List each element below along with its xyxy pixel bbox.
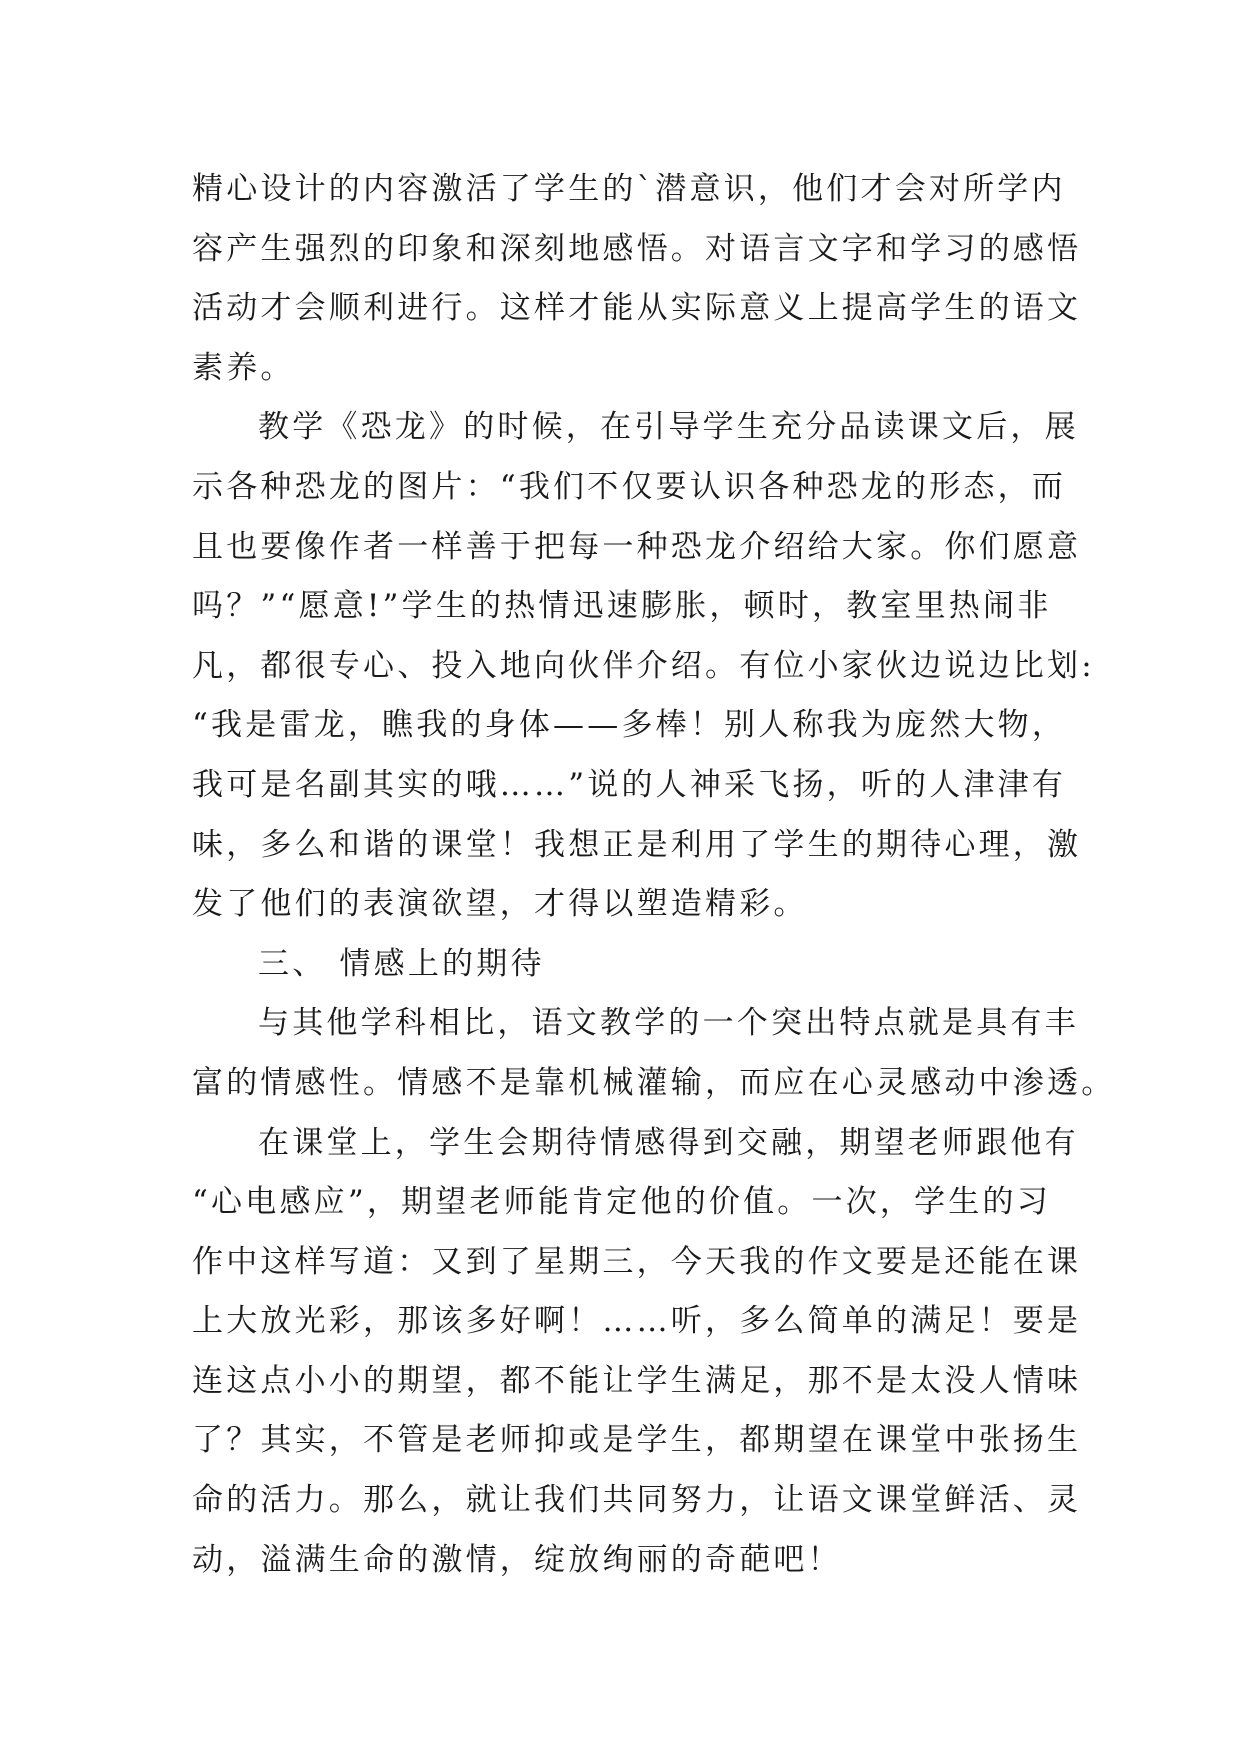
text-line: “心电感应”，期望老师能肯定他的价值。一次，学生的习 [192, 1184, 1051, 1221]
text-line: 我可是名副其实的哦……”说的人神采飞扬，听的人津津有 [192, 766, 1067, 803]
text-line: 作中这样写道：又到了星期三，今天我的作文要是还能在课 [192, 1243, 1082, 1280]
text-line: 且也要像作者一样善于把每一种恐龙介绍给大家。你们愿意 [192, 528, 1082, 565]
text-line: 上大放光彩，那该多好啊！……听，多么简单的满足！要是 [192, 1303, 1082, 1340]
text-line: 富的情感性。情感不是靠机械灌输，而应在心灵感动中渗透。 [192, 1064, 1116, 1101]
text-line: 活动才会顺利进行。这样才能从实际意义上提高学生的语文 [192, 290, 1082, 327]
text-line: 了？其实，不管是老师抑或是学生，都期望在课堂中张扬生 [192, 1422, 1082, 1459]
paragraph-first-line: 教学《恐龙》的时候，在引导学生充分品读课文后，展 [258, 409, 1079, 446]
text-line: 动，溢满生命的激情，绽放绚丽的奇葩吧！ [192, 1541, 842, 1578]
text-line: 吗？”“愿意!”学生的热情迅速膨胀，顿时，教室里热闹非 [192, 588, 1052, 625]
text-line: 连这点小小的期望，都不能让学生满足，那不是太没人情味 [192, 1362, 1082, 1399]
text-line: 发了他们的表演欲望，才得以塑造精彩。 [192, 886, 808, 923]
text-line: 味，多么和谐的课堂！我想正是利用了学生的期待心理，激 [192, 826, 1082, 863]
text-line: 精心设计的内容激活了学生的`潜意识，他们才会对所学内 [192, 171, 1066, 207]
text-line: 命的活力。那么，就让我们共同努力，让语文课堂鲜活、灵 [192, 1482, 1082, 1519]
text-line: 容产生强烈的印象和深刻地感悟。对语言文字和学习的感悟 [192, 230, 1082, 267]
text-line: “我是雷龙，瞧我的身体——多棒！别人称我为庞然大物， [192, 707, 1067, 744]
body-text [192, 160, 1116, 1590]
text-line: 凡，都很专心、投入地向伙伴介绍。有位小家伙边说边比划: [192, 647, 1095, 684]
section-heading: 三、 情感上的期待 [258, 945, 545, 982]
paragraph-first-line: 与其他学科相比，语文教学的一个突出特点就是具有丰 [258, 1005, 1079, 1042]
text-line: 素养。 [192, 349, 295, 386]
paragraph-first-line: 在课堂上，学生会期待情感得到交融，期望老师跟他有 [258, 1124, 1079, 1161]
text-line: 示各种恐龙的图片：“我们不仅要认识各种恐龙的形态，而 [192, 468, 1067, 505]
